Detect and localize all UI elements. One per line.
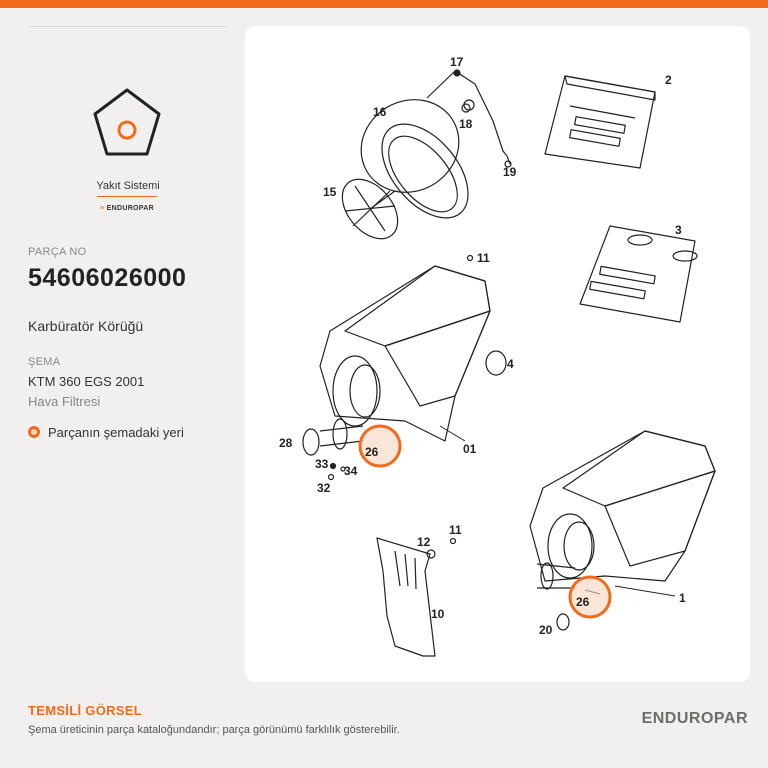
top-accent-bar — [0, 0, 768, 8]
callout-26: 26 — [365, 445, 379, 459]
callout-11: 11 — [477, 251, 490, 265]
callout-28: 28 — [279, 436, 293, 450]
part-number: 54606026000 — [28, 264, 187, 292]
footer-note: Şema üreticinin parça kataloğundandır; parça görünümü farklılık gösterebilir. — [28, 724, 400, 736]
system-name: Yakıt Sistemi — [96, 180, 160, 192]
part-no-label: PARÇA NO — [28, 246, 87, 258]
schema-group: Hava Filtresi — [28, 394, 101, 409]
callout-01: 01 — [463, 442, 477, 456]
callout-33: 33 — [315, 457, 329, 471]
callout-15: 15 — [323, 185, 337, 199]
pentagon-target-icon — [90, 86, 164, 160]
callout-20: 20 — [539, 623, 553, 637]
callout-labels — [279, 55, 686, 637]
part-11-screw-b — [451, 539, 456, 544]
callout-1: 1 — [679, 591, 686, 605]
part-15-cage — [331, 169, 408, 249]
sidebar-divider — [28, 26, 228, 27]
footer-title: TEMSİLİ GÖRSEL — [28, 703, 142, 718]
callout-12: 12 — [417, 535, 431, 549]
highlight-marker-icon — [28, 426, 40, 438]
part-32 — [329, 475, 334, 480]
callout-3: 3 — [675, 223, 682, 237]
callout-16: 16 — [373, 105, 387, 119]
parts-diagram — [245, 26, 750, 682]
diagram-panel — [245, 26, 750, 682]
callout-17: 17 — [450, 55, 464, 69]
callout-11: 11 — [449, 523, 462, 537]
part-20 — [557, 614, 569, 630]
part-11-screw — [468, 256, 473, 261]
part-name: Karbüratör Körüğü — [28, 318, 144, 334]
callout-10: 10 — [431, 607, 445, 621]
part-01-airbox — [320, 266, 490, 449]
part-4-ring — [486, 351, 506, 375]
callout-26: 26 — [576, 595, 590, 609]
part-2-cover — [545, 76, 655, 168]
brand-logo-small: ≡ ENDUROPAR — [100, 205, 154, 212]
part-28-clamp — [303, 429, 319, 455]
schema-label: ŞEMA — [28, 356, 61, 368]
part-33 — [331, 464, 336, 469]
callout-2: 2 — [665, 73, 672, 87]
part-18 — [462, 104, 470, 112]
part-10-mudflap — [377, 538, 435, 656]
callout-19: 19 — [503, 165, 517, 179]
callout-4: 4 — [507, 357, 514, 371]
legend — [28, 423, 184, 441]
callout-34: 34 — [344, 464, 358, 478]
callout-32: 32 — [317, 481, 331, 495]
legend-text: Parçanın şemadaki yeri — [48, 424, 184, 440]
schema-model: KTM 360 EGS 2001 — [28, 374, 145, 389]
part-1-airbox — [530, 431, 715, 589]
brand-mark-icon: ≡ — [100, 205, 107, 212]
system-underline — [97, 196, 157, 197]
part-3-cover — [580, 226, 697, 322]
callout-18: 18 — [459, 117, 473, 131]
footer-brand: ENDUROPAR — [641, 710, 748, 727]
